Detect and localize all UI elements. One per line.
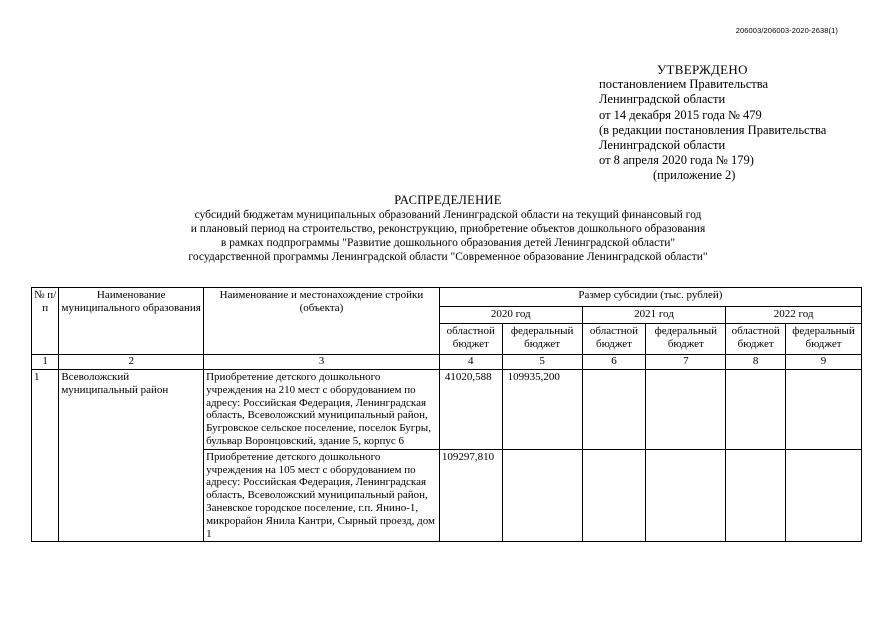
column-number: 3 bbox=[204, 355, 440, 370]
header-year-2021: 2021 год bbox=[582, 307, 726, 324]
value-federal-2022 bbox=[786, 449, 862, 542]
object-description: Приобретение детского дошкольного учреждения на 105 мест с оборудованием по адресу: Российская Федерация, Ленинградская область, Всеволожский муниципальный район, Заневское городское поселение, г.п. Янино-1, микрорайон Янила Кантри, Сырный проезд, дом 1 bbox=[204, 449, 440, 542]
column-number: 2 bbox=[59, 355, 204, 370]
value-regional-2022 bbox=[726, 449, 786, 542]
header-regional-budget: областной бюджет bbox=[726, 324, 786, 355]
header-subsidy: Размер субсидии (тыс. рублей) bbox=[439, 288, 861, 307]
heading-line: в рамках подпрограммы "Развитие дошкольного образования детей Ленинградской области" bbox=[220, 237, 676, 249]
approval-appendix: (приложение 2) bbox=[653, 168, 736, 183]
value-regional-2020: 109297,810 bbox=[439, 449, 502, 542]
column-number: 6 bbox=[582, 355, 646, 370]
value-federal-2021 bbox=[646, 449, 726, 542]
value-federal-2021 bbox=[646, 370, 726, 450]
value-federal-2020: 109935,200 bbox=[502, 370, 582, 450]
approval-line: от 8 апреля 2020 года № 179) bbox=[599, 153, 754, 168]
header-federal-budget: федеральный бюджет bbox=[502, 324, 582, 355]
object-description: Приобретение детского дошкольного учреждения на 210 мест с оборудованием по адресу: Российская Федерация, Ленинградская область, Всеволожский муниципальный район, Бугровское сельское поселение, поселок Бугры, бульвар Воронцовский, здание 5, корпус 6 bbox=[204, 370, 440, 450]
heading-line: государственной программы Ленинградской области "Современное образование Ленинградской области" bbox=[188, 251, 708, 263]
subsidy-table bbox=[31, 287, 862, 542]
header-num: № п/п bbox=[32, 288, 59, 355]
value-federal-2022 bbox=[786, 370, 862, 450]
heading-line: субсидий бюджетам муниципальных образований Ленинградской области на текущий финансовый год bbox=[194, 209, 702, 221]
header-federal-budget: федеральный бюджет bbox=[646, 324, 726, 355]
document-id: 206003/206003-2020-2638(1) bbox=[735, 26, 838, 35]
value-regional-2022 bbox=[726, 370, 786, 450]
column-number: 5 bbox=[502, 355, 582, 370]
value-regional-2021 bbox=[582, 449, 646, 542]
header-year-2022: 2022 год bbox=[726, 307, 862, 324]
approval-line: Ленинградской области bbox=[599, 92, 726, 107]
approval-line: Ленинградской области bbox=[599, 138, 726, 153]
approval-line: постановлением Правительства bbox=[599, 77, 769, 92]
document-heading bbox=[150, 193, 746, 264]
column-number: 7 bbox=[646, 355, 726, 370]
header-regional-budget: областной бюджет bbox=[582, 324, 646, 355]
column-number: 9 bbox=[786, 355, 862, 370]
value-regional-2020: 41020,588 bbox=[439, 370, 502, 450]
approval-block bbox=[599, 62, 864, 184]
approval-line: (в редакции постановления Правительства bbox=[599, 122, 827, 137]
value-regional-2021 bbox=[582, 370, 646, 450]
row-num: 1 bbox=[32, 370, 59, 542]
column-number: 8 bbox=[726, 355, 786, 370]
column-number: 4 bbox=[439, 355, 502, 370]
approval-line: от 14 декабря 2015 года № 479 bbox=[599, 107, 762, 122]
approval-title: УТВЕРЖДЕНО bbox=[657, 62, 748, 77]
row-municipality: Всеволожский муниципальный район bbox=[59, 370, 204, 542]
table-row bbox=[32, 370, 862, 450]
header-year-2020: 2020 год bbox=[439, 307, 582, 324]
header-federal-budget: федеральный бюджет bbox=[786, 324, 862, 355]
column-number: 1 bbox=[32, 355, 59, 370]
header-object: Наименование и местонахождение стройки (объекта) bbox=[204, 288, 440, 355]
value-federal-2020 bbox=[502, 449, 582, 542]
heading-line: и плановый период на строительство, реконструкцию, приобретение объектов дошкольного образования bbox=[190, 223, 706, 235]
header-municipality: Наименование муниципального образования bbox=[59, 288, 204, 355]
header-regional-budget: областной бюджет bbox=[439, 324, 502, 355]
heading-title: РАСПРЕДЕЛЕНИЕ bbox=[394, 193, 502, 207]
